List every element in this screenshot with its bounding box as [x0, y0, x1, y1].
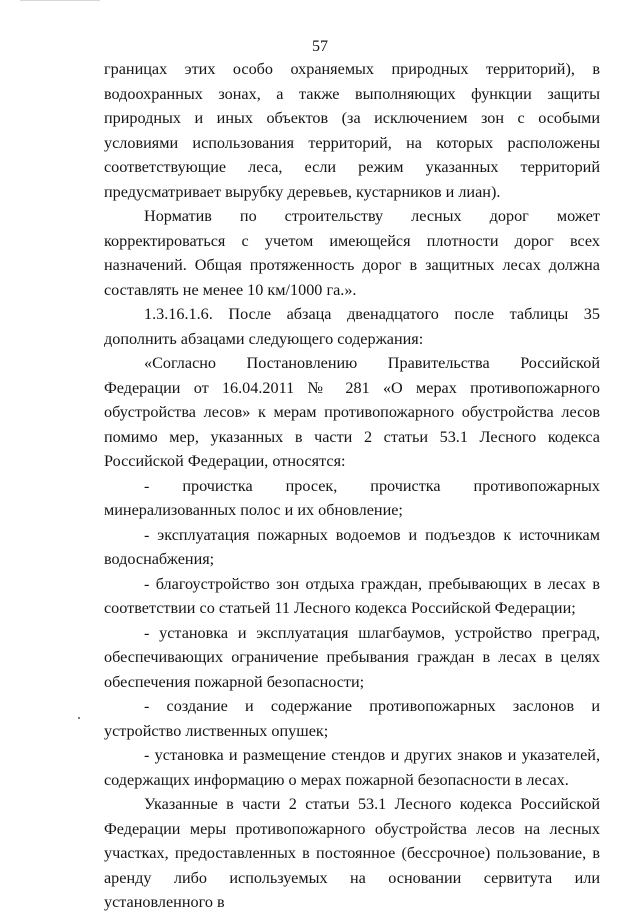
list-item-1: - прочистка просек, прочистка противопожарных минерализованных полос и их обновление;: [104, 476, 600, 519]
list-item-4: - установка и эксплуатация шлагбаумов, устройство преград, обеспечивающих ограничение пребывания граждан в лесах в целях обеспечения пожарной безопасности;: [104, 623, 600, 691]
paragraph-4: «Согласно Постановлению Правительства Российской Федерации от 16.04.2011 № 281 «О мерах противопожарного обустройства лесов» к мерам противопожарного обустройства лесов помимо мер, указанных в части 2 статьи 53.1 Лесного кодекса Российской Федерации, относятся:: [104, 354, 600, 470]
scan-edge-line: [20, 0, 100, 1]
scan-speck: [78, 717, 80, 719]
paragraph-1: границах этих особо охраняемых природных территорий), в водоохранных зонах, а также выполняющих функции защиты природных и иных объектов (за исключением зон с особыми условиями использования территорий, на которых расположены соответствующие леса, если режим указанных территорий предусматривает вырубку деревьев, кустарников и лиан).: [104, 60, 600, 201]
list-item-2: - эксплуатация пожарных водоемов и подъездов к источникам водоснабжения;: [104, 525, 600, 568]
list-item-5: - создание и содержание противопожарных заслонов и устройство лиственных опушек;: [104, 697, 600, 740]
document-body: [104, 57, 600, 915]
paragraph-3: 1.3.16.1.6. После абзаца двенадцатого после таблицы 35 дополнить абзацами следующего содержания:: [104, 305, 600, 348]
paragraph-5: Указанные в части 2 статьи 53.1 Лесного кодекса Российской Федерации меры противопожарного обустройства лесов на лесных участках, предоставленных в постоянное (бессрочное) пользование, в аренду либо используемых на основании сервитута или установленного в: [104, 795, 600, 911]
list-item-3: - благоустройство зон отдыха граждан, пребывающих в лесах в соответствии со статьей 11 Лесного кодекса Российской Федерации;: [104, 574, 600, 617]
list-item-6: - установка и размещение стендов и других знаков и указателей, содержащих информацию о мерах пожарной безопасности в лесах.: [104, 746, 600, 789]
page-number: 57: [312, 38, 328, 55]
paragraph-2: Норматив по строительству лесных дорог может корректироваться с учетом имеющейся плотности дорог всех назначений. Общая протяженность дорог в защитных лесах должна составлять не менее 10 км/1000 га.».: [104, 207, 600, 299]
